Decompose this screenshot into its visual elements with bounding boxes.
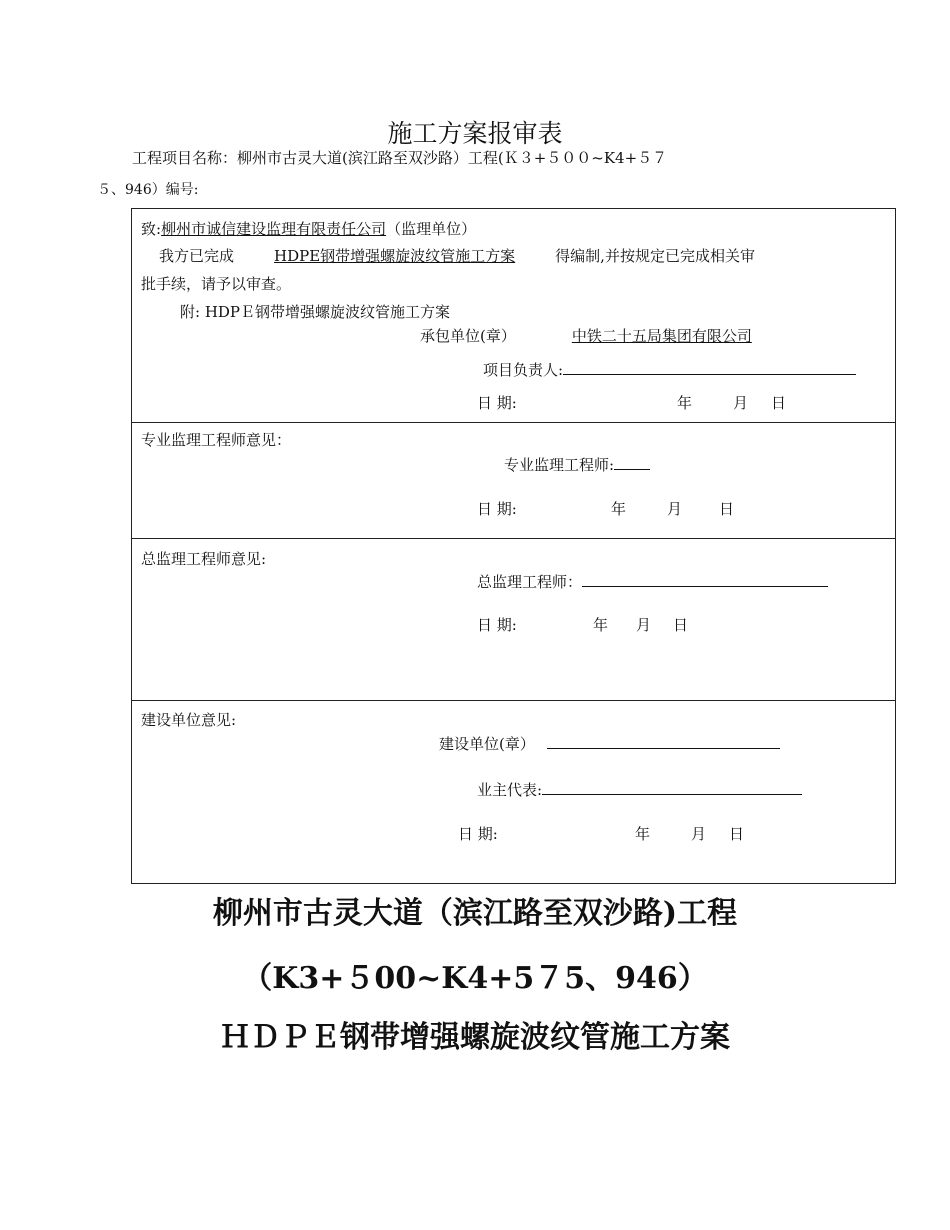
specialist-signature-line [614,455,650,470]
chief-engineer-line: 总监理工程师： [477,571,828,592]
contractor-date-month: 月 [733,394,749,412]
plan-name: HDPE钢带增强螺旋波纹管施工方案 [274,247,516,265]
section-divider [132,422,895,423]
cover-project-title: 柳州市古灵大道（滨江路至双沙路)工程 [212,896,738,931]
project-name-line: 工程项目名称：柳州市古灵大道(滨江路至双沙路）工程(Ｋ３+５００~K4+５７ [132,149,668,167]
chief-date-day: 日 [673,616,689,634]
section-divider [132,700,895,701]
owner-date-year: 年 [635,825,651,843]
chief-opinion-label: 总监理工程师意见: [141,550,267,568]
chief-date-year: 年 [593,616,609,634]
specialist-engineer-line: 专业监理工程师: [504,454,650,475]
cover-chainage: （K3+５00~K4+5７5、946） [242,961,708,996]
owner-rep-signature-line [542,780,802,795]
contractor-date-year: 年 [677,394,693,412]
chief-date-month: 月 [636,616,652,634]
form-title: 施工方案报审表 [387,119,563,148]
owner-date-day: 日 [729,825,745,843]
contractor-line: 承包单位(章） 中铁二十五局集团有限公司 [420,325,861,346]
contractor-date-label: 日 期: [477,394,517,412]
chief-date-label: 日 期: [477,616,517,634]
attachment-text: 附: HDPＥ钢带增强螺旋波纹管施工方案 [180,303,451,321]
contractor-date-day: 日 [771,394,787,412]
cover-plan-title: ＨＤＰＥ钢带增强螺旋波纹管施工方案 [220,1020,730,1055]
supervisor-company: 柳州市诚信建设监理有限责任公司 [161,220,387,238]
completion-line: 我方已完成 HDPE钢带增强螺旋波纹管施工方案 得编制,并按规定已完成相关审 [159,247,755,265]
specialist-date-year: 年 [611,500,627,518]
project-number-line: ５、946）编号: [97,182,199,198]
section-divider [132,538,895,539]
owner-date-label: 日 期: [458,825,498,843]
owner-rep-line: 业主代表: [477,779,802,800]
approval-form-table [131,208,896,884]
specialist-opinion-label: 专业监理工程师意见： [141,431,292,449]
owner-unit-line: 建设单位(章） [439,733,780,754]
owner-opinion-label: 建设单位意见: [141,711,237,729]
project-manager-line: 项目负责人: [483,359,856,380]
contractor-name: 中铁二十五局集团有限公司 [571,327,752,345]
project-manager-signature-line [563,360,856,375]
chief-signature-line [582,572,828,587]
addressee-line: 致:柳州市诚信建设监理有限责任公司（监理单位） [141,220,477,238]
specialist-date-day: 日 [719,500,735,518]
specialist-date-label: 日 期: [477,500,517,518]
specialist-date-month: 月 [667,500,683,518]
owner-date-month: 月 [691,825,707,843]
approval-request-text: 批手续，请予以审查。 [141,275,292,293]
owner-unit-signature-line [547,734,780,749]
